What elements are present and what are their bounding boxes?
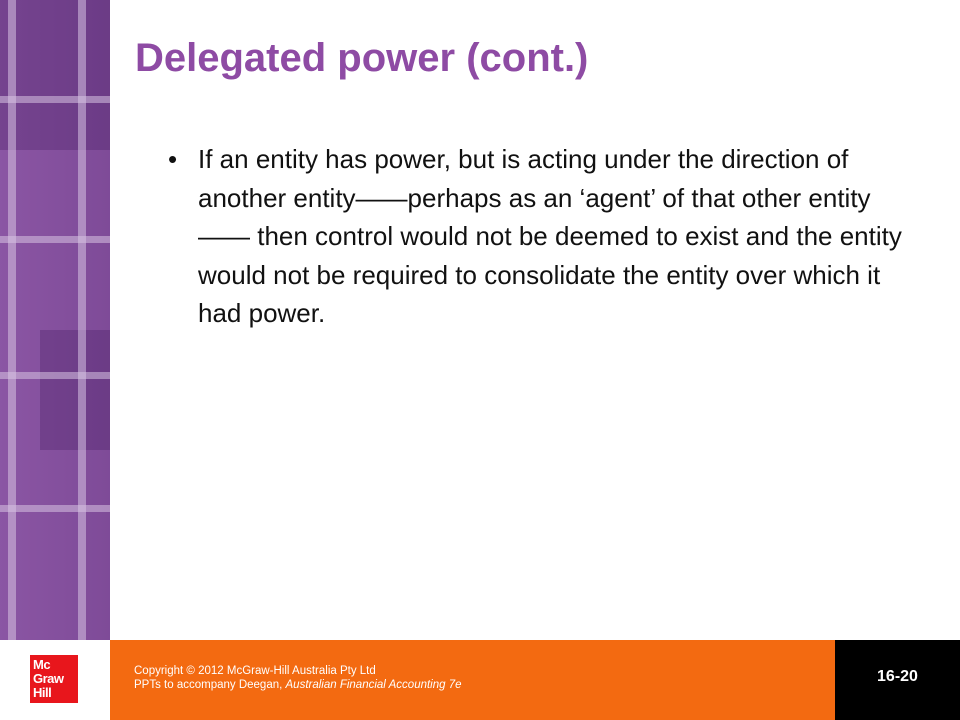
source-prefix: PPTs to accompany Deegan,: [134, 679, 286, 691]
copyright-line: Copyright © 2012 McGraw-Hill Australia Pty Ltd: [134, 665, 376, 677]
side-grid-line: [0, 505, 110, 512]
logo-line: Hill: [33, 685, 52, 700]
slide-title: Delegated power (cont.): [135, 36, 589, 80]
logo-line: Graw: [33, 671, 64, 686]
bullet-icon: •: [168, 144, 178, 174]
copyright-notice: [134, 664, 462, 692]
bullet-text: If an entity has power, but is acting under the direction of another entity——perhaps as an ‘agent’ of that other entity—— then control would not be deemed to exist and the entity would not be required to consolidate the entity over which it had power.: [198, 144, 902, 328]
source-line: [134, 678, 462, 692]
logo-line: Mc: [33, 657, 51, 672]
decorative-side-image: [0, 0, 110, 640]
bullet-item: [168, 140, 908, 333]
side-grid-line: [0, 372, 110, 379]
mcgraw-hill-logo: [30, 655, 78, 703]
bullet-list: [168, 140, 908, 333]
book-title: Australian Financial Accounting 7e: [285, 679, 462, 691]
side-shade: [40, 330, 110, 450]
side-grid-line: [0, 96, 110, 103]
side-shade: [0, 0, 110, 150]
side-grid-line: [0, 236, 110, 243]
page-number: 16-20: [877, 668, 918, 685]
